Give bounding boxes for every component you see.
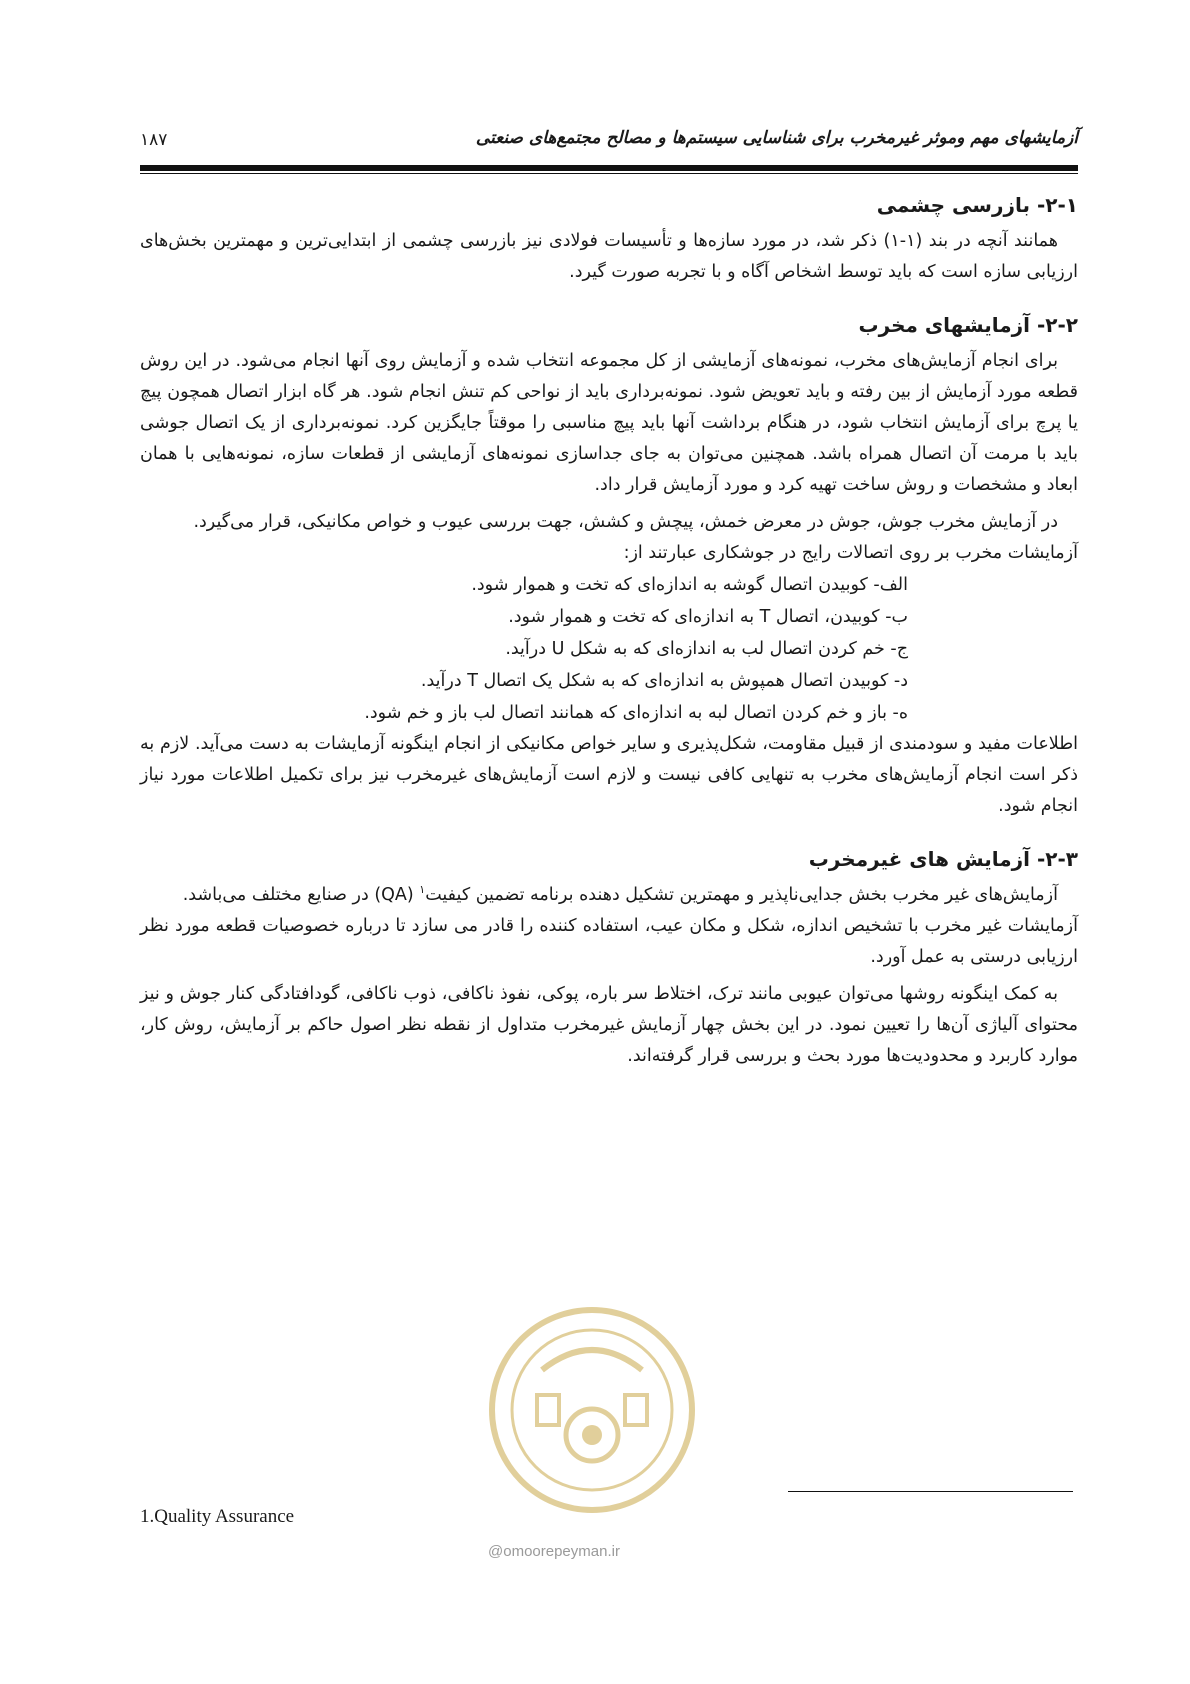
watermark-seal-icon [482,1300,702,1520]
paragraph: همانند آنچه در بند (۱-۱) ذکر شد، در مورد سازه‌ها و تأسیسات فولادی نیز بازرسی چشمی از ابتدایی‌ترین و مهمترین بخش‌های ارزیابی سازه است که باید توسط اشخاص آگاه و با تجربه صورت گیرد. [140,231,1078,282]
header-rule-thin [140,173,1078,174]
footnote: 1.Quality Assurance [140,1506,295,1527]
page-body [140,190,1078,1078]
watermark-url: @omoorepeyman.ir [488,1543,620,1560]
section-heading-destructive-tests: ۲-۲- آزمایشهای مخرب [858,313,1078,337]
section-heading-nondestructive-tests: ۲-۳- آزمایش های غیرمخرب [808,847,1078,871]
text-run: آزمایش‌های غیر مخرب بخش جدایی‌ناپذیر و مهمترین تشکیل دهنده برنامه تضمین کیفیت [425,885,1058,905]
paragraph: برای انجام آزمایش‌های مخرب، نمونه‌های آزمایشی از کل مجموعه انتخاب شده و آزمایش روی آنها انجام می‌شود. در این روش قطعه مورد آزمایش از بین رفته و باید تعویض شود. نمونه‌برداری باید از نواحی کم تنش انجام شود. هر گاه ابزار اتصال همچون پیچ یا پرچ برای آزمایش انتخاب شود، در هنگام برداشت آنها باید پیچ مناسبی را موقتاً جایگزین کرد. نمونه‌برداری از یک اتصال جوشی باید با مرمت آن اتصال همراه باشد. همچنین می‌توان به جای جداسازی نمونه‌های آزمایشی از قطعات سازه، نمونه‌هایی با همان ابعاد و مشخصات و روش ساخت تهیه کرد و مورد آزمایش قرار داد. [140,351,1078,495]
text-run: (QA) در صنایع مختلف می‌باشد. [182,885,420,905]
paragraph: به کمک اینگونه روشها می‌توان عیوبی مانند ترک، اختلاط سر باره، پوکی، نفوذ ناکافی، ذوب ناکافی، گودافتادگی کنار جوش و نیز محتوای آلیاژی آن‌ها را تعیین نمود. در این بخش چهار آزمایش غیرمخرب متداول از نقطه نظر اصول حاکم بر آزمایش، روش کار، موارد کاربرد و محدودیت‌ها مورد بحث و بررسی قرار گرفته‌اند. [140,984,1078,1066]
paragraph: اطلاعات مفید و سودمندی از قبیل مقاومت، شکل‌پذیری و سایر خواص مکانیکی از انجام اینگونه آزمایشات به دست می‌آید. لازم به ذکر است انجام آزمایش‌های مخرب به تنهایی کافی نیست و لازم است آزمایش‌های غیرمخرب نیز برای تکمیل اطلاعات مورد نیاز انجام شود. [140,734,1078,816]
footnote-separator [788,1491,1073,1492]
running-title: آزمایشهای مهم وموثر غیرمخرب برای شناسایی سیستم‌ها و مصالح مجتمع‌های صنعتی [475,128,1078,148]
paragraph-continuation: آزمایشات غیر مخرب با تشخیص اندازه، شکل و مکان عیب، استفاده کننده را قادر می سازد تا درباره خصوصیات قطعه مورد نظر ارزیابی درستی به عمل آورد. [140,916,1078,967]
header-rule-thick [140,165,1078,171]
list-item: ج- خم کردن اتصال لب به اندازه‌ای که به شکل U درآید. [505,639,908,659]
list-item: د- کوبیدن اتصال همپوش به اندازه‌ای که به شکل یک اتصال T درآید. [420,671,908,691]
footnote-marker[interactable]: ۱ [419,883,426,897]
page-header [140,128,1078,164]
paragraph-continuation: آزمایشات مخرب بر روی اتصالات رایج در جوشکاری عبارتند از: [623,543,1078,563]
list-item: ه- باز و خم کردن اتصال لبه به اندازه‌ای که همانند اتصال لب باز و خم شود. [364,703,908,723]
section-heading-visual-inspection: ۲-۱- بازرسی چشمی [876,193,1078,217]
paragraph [140,880,1078,911]
list-item: الف- کوبیدن اتصال گوشه به اندازه‌ای که تخت و هموار شود. [471,575,908,595]
page-number: ۱۸۷ [140,130,168,150]
paragraph: در آزمایش مخرب جوش، جوش در معرض خمش، پیچش و کشش، جهت بررسی عیوب و خواص مکانیکی، قرار می‌گیرد. [193,512,1058,532]
list-item: ب- کوبیدن، اتصال T به اندازه‌ای که تخت و هموار شود. [508,607,908,627]
